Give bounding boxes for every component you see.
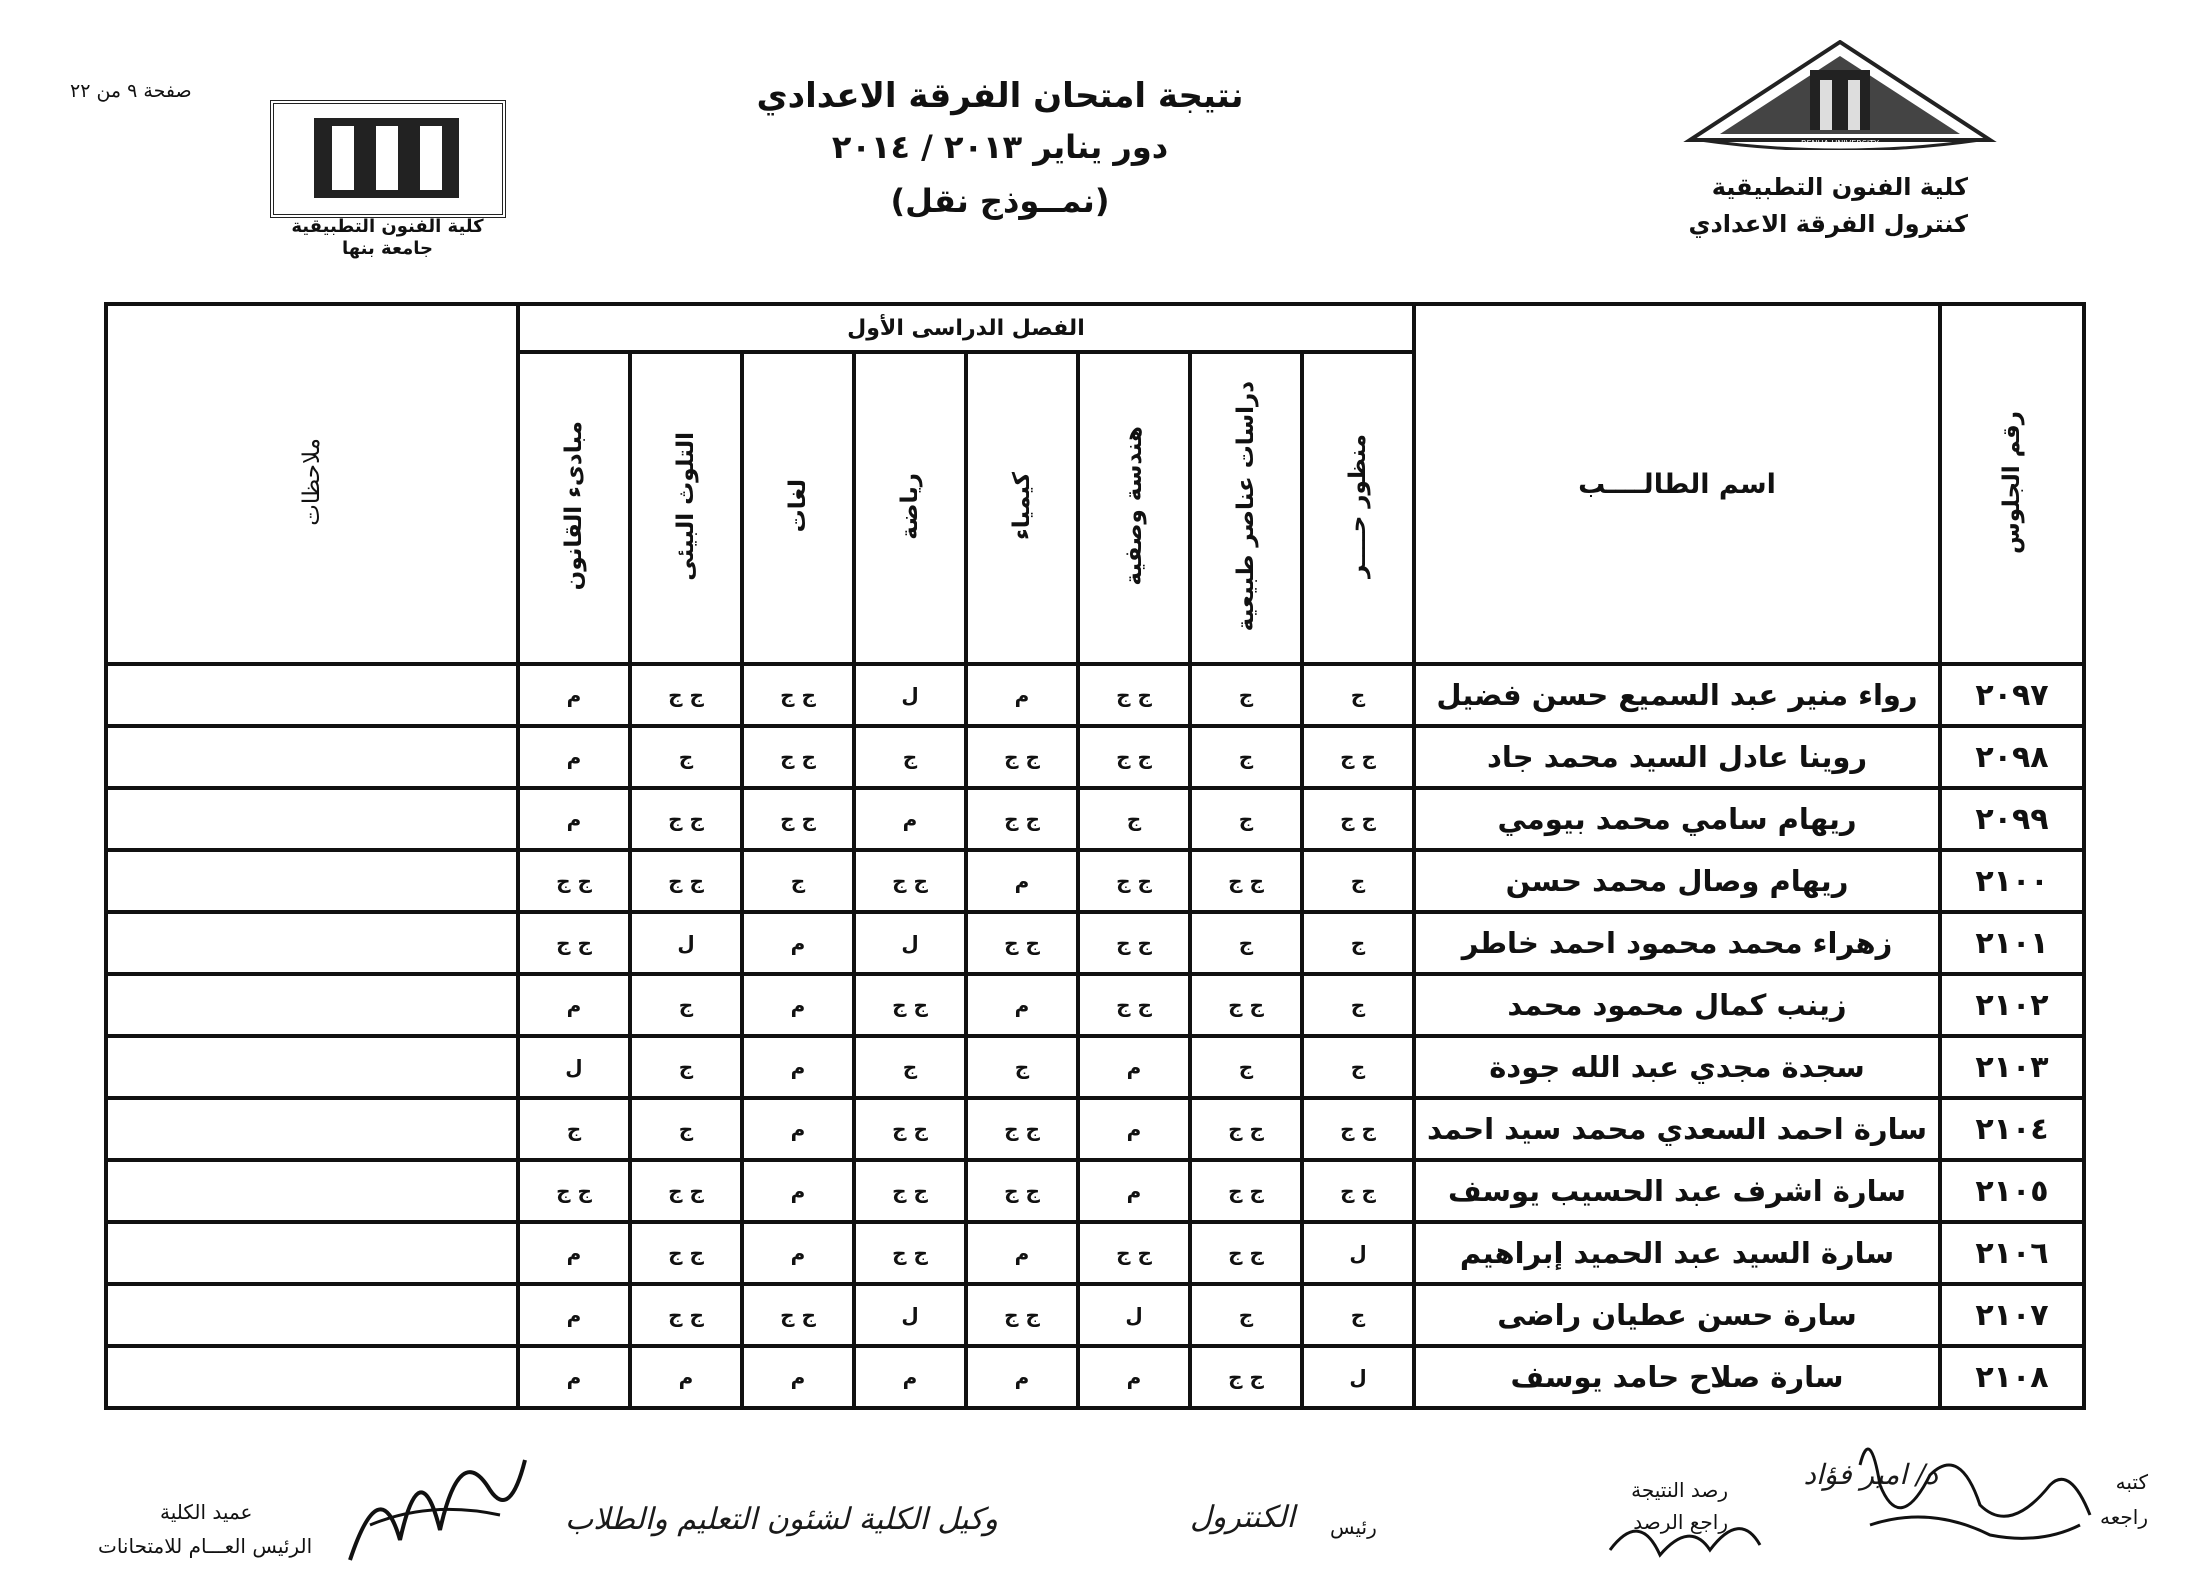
grade-cell: م <box>518 726 630 788</box>
grade-cell: ج ج <box>1078 1222 1190 1284</box>
results-table <box>104 302 2086 1410</box>
seat-number-header: رقم الجلوس <box>1940 304 2084 664</box>
grade-cell: ج <box>1190 1036 1302 1098</box>
grade-cell: ج ج <box>854 850 966 912</box>
notes-cell <box>106 788 518 850</box>
seat-number: ٢١٠٦ <box>1940 1222 2084 1284</box>
seat-number: ٢١٠٥ <box>1940 1160 2084 1222</box>
grade-cell: م <box>854 1346 966 1408</box>
reviewer-signature-icon <box>1600 1500 1770 1570</box>
grade-cell: ج ج <box>966 1160 1078 1222</box>
grade-cell: م <box>966 1222 1078 1284</box>
handwritten-vice-dean: وكيل الكلية لشئون التعليم والطلاب <box>565 1502 998 1537</box>
table-row <box>106 788 2084 850</box>
grade-cell: ج <box>966 1036 1078 1098</box>
table-row <box>106 664 2084 726</box>
grade-cell: م <box>966 974 1078 1036</box>
grade-cell: م <box>966 664 1078 726</box>
grade-cell: ج <box>1190 912 1302 974</box>
grade-cell: ج ج <box>1078 726 1190 788</box>
logo-caption-university: جامعة بنها <box>342 238 433 259</box>
grade-cell: ج ج <box>1190 1098 1302 1160</box>
notes-cell <box>106 974 518 1036</box>
notes-cell <box>106 850 518 912</box>
notes-cell <box>106 1036 518 1098</box>
grade-cell: ل <box>1302 1346 1414 1408</box>
handwritten-recorder: د/ امير فؤاد <box>1803 1458 1938 1491</box>
grade-cell: ج ج <box>630 664 742 726</box>
table-row <box>106 1160 2084 1222</box>
table-row <box>106 726 2084 788</box>
grade-cell: م <box>1078 1346 1190 1408</box>
grade-cell: ج <box>518 1098 630 1160</box>
grade-cell: ج ج <box>742 788 854 850</box>
subject-header: دراسات عناصر طبيعية <box>1190 352 1302 664</box>
grade-cell: ج ج <box>1190 974 1302 1036</box>
recording-reviewed-label: راجع الرصد <box>1633 1510 1728 1534</box>
student-name: سارة حسن عطيان راضى <box>1414 1284 1940 1346</box>
notes-cell <box>106 664 518 726</box>
subject-header: التلوث البيئى <box>630 352 742 664</box>
grade-cell: ج ج <box>630 1160 742 1222</box>
student-name: زينب كمال محمود محمد <box>1414 974 1940 1036</box>
form-type: (نمــوذج نقل) <box>890 182 1110 220</box>
grade-cell: ج <box>1302 850 1414 912</box>
student-name: سارة احمد السعدي محمد سيد احمد <box>1414 1098 1940 1160</box>
grade-cell: ج <box>854 1036 966 1098</box>
subject-header: كيمياء <box>966 352 1078 664</box>
grade-cell: ج ج <box>630 1284 742 1346</box>
grade-cell: م <box>742 1160 854 1222</box>
grade-cell: ج ج <box>966 1284 1078 1346</box>
grade-cell: ج ج <box>966 1098 1078 1160</box>
grade-cell: ج ج <box>630 850 742 912</box>
grade-cell: م <box>630 1346 742 1408</box>
exam-session: دور يناير ٢٠١٣ / ٢٠١٤ <box>831 128 1169 166</box>
grade-cell: ل <box>1302 1222 1414 1284</box>
grade-cell: ج ج <box>854 1222 966 1284</box>
grade-cell: ج ج <box>518 850 630 912</box>
written-by-label: كتبه <box>2115 1470 2148 1494</box>
student-name: سجدة مجدي عبد الله جودة <box>1414 1036 1940 1098</box>
grade-cell: ج ج <box>966 912 1078 974</box>
notes-cell <box>106 1346 518 1408</box>
grade-cell: ل <box>630 912 742 974</box>
notes-cell <box>106 726 518 788</box>
dean-signature-icon <box>340 1430 530 1570</box>
grade-cell: م <box>742 912 854 974</box>
logo-caption-faculty: كلية الفنون التطبيقية <box>291 216 484 237</box>
notes-header: ملاحظات <box>106 304 518 664</box>
seat-number: ٢١٠٠ <box>1940 850 2084 912</box>
grade-cell: م <box>1078 1098 1190 1160</box>
grade-cell: ج ج <box>1190 1346 1302 1408</box>
grade-cell: م <box>966 1346 1078 1408</box>
notes-cell <box>106 912 518 974</box>
grade-cell: ج <box>1078 788 1190 850</box>
seat-number: ٢١٠٤ <box>1940 1098 2084 1160</box>
seat-number: ٢٠٩٩ <box>1940 788 2084 850</box>
grade-cell: ج ج <box>1302 1160 1414 1222</box>
notes-cell <box>106 1160 518 1222</box>
writer-signature-icon <box>1840 1425 2100 1555</box>
grade-cell: م <box>966 850 1078 912</box>
notes-cell <box>106 1222 518 1284</box>
semester-header: الفصل الدراسى الأول <box>518 304 1414 352</box>
table-row <box>106 974 2084 1036</box>
grade-cell: ج ج <box>1302 726 1414 788</box>
subject-header: لغات <box>742 352 854 664</box>
grade-cell: ج <box>630 974 742 1036</box>
grade-cell: ج ج <box>1078 664 1190 726</box>
grade-cell: م <box>742 1346 854 1408</box>
table-row <box>106 1098 2084 1160</box>
table-row <box>106 1222 2084 1284</box>
grade-cell: ج <box>742 850 854 912</box>
grade-cell: ج <box>1190 788 1302 850</box>
subject-header: منظور حــــر <box>1302 352 1414 664</box>
grade-cell: ج ج <box>518 1160 630 1222</box>
grade-cell: ج ج <box>1190 1222 1302 1284</box>
grade-cell: ج ج <box>1190 1160 1302 1222</box>
result-recorded-label: رصد النتيجة <box>1631 1478 1728 1502</box>
table-row <box>106 1284 2084 1346</box>
grade-cell: ج <box>630 1036 742 1098</box>
general-head-label: الرئيس العـــام للامتحانات <box>98 1534 313 1558</box>
grade-cell: م <box>1078 1160 1190 1222</box>
document-title: نتيجة امتحان الفرقة الاعدادي <box>756 76 1244 116</box>
notes-cell <box>106 1284 518 1346</box>
seat-number: ٢١٠٢ <box>1940 974 2084 1036</box>
faculty-name: كلية الفنون التطبيقية <box>1711 173 1968 201</box>
grade-cell: م <box>854 788 966 850</box>
grade-cell: ل <box>1078 1284 1190 1346</box>
student-name: زهراء محمد محمود احمد خاطر <box>1414 912 1940 974</box>
notes-cell <box>106 1098 518 1160</box>
grade-cell: م <box>518 788 630 850</box>
grade-cell: ج <box>1190 664 1302 726</box>
grade-cell: ج ج <box>742 726 854 788</box>
seat-number: ٢١٠٣ <box>1940 1036 2084 1098</box>
grade-cell: ج ج <box>742 1284 854 1346</box>
dean-label: عميد الكلية <box>160 1500 253 1524</box>
grade-cell: ج ج <box>630 1222 742 1284</box>
grade-cell: ج ج <box>1078 912 1190 974</box>
grade-cell: ج <box>1190 726 1302 788</box>
student-name-header: اسم الطالــــب <box>1414 304 1940 664</box>
subject-header: مبادىء القانون <box>518 352 630 664</box>
subject-header: رياضة <box>854 352 966 664</box>
table-row <box>106 1346 2084 1408</box>
grade-cell: م <box>518 664 630 726</box>
student-name: سارة السيد عبد الحميد إبراهيم <box>1414 1222 1940 1284</box>
grade-cell: ل <box>854 912 966 974</box>
table-row <box>106 912 2084 974</box>
grade-cell: ج ج <box>854 1098 966 1160</box>
grade-cell: ج <box>1302 912 1414 974</box>
university-emblem-icon <box>1680 40 2000 150</box>
grade-cell: ج ج <box>1302 788 1414 850</box>
faculty-logo-icon <box>270 100 506 218</box>
control-head-label: رئيس <box>1330 1515 1377 1539</box>
grade-cell: ج ج <box>854 1160 966 1222</box>
table-row <box>106 850 2084 912</box>
seat-number: ٢١٠١ <box>1940 912 2084 974</box>
grade-cell: ل <box>854 664 966 726</box>
grade-cell: ج ج <box>1190 850 1302 912</box>
student-name: ريهام سامي محمد بيومي <box>1414 788 1940 850</box>
page-number: صفحة ٩ من ٢٢ <box>70 80 192 102</box>
student-name: ريهام وصال محمد حسن <box>1414 850 1940 912</box>
grade-cell: م <box>742 1036 854 1098</box>
grade-cell: ج <box>1302 1036 1414 1098</box>
student-name: رواء منير عبد السميع حسن فضيل <box>1414 664 1940 726</box>
grade-cell: ج ج <box>966 726 1078 788</box>
grade-cell: م <box>742 974 854 1036</box>
grade-cell: ج <box>854 726 966 788</box>
grade-cell: ج ج <box>966 788 1078 850</box>
grade-cell: م <box>1078 1036 1190 1098</box>
handwritten-control: الكنترول <box>1190 1500 1295 1535</box>
grade-cell: ج <box>1190 1284 1302 1346</box>
grade-cell: ج <box>1302 664 1414 726</box>
grade-cell: م <box>518 1284 630 1346</box>
grade-cell: ج ج <box>1078 974 1190 1036</box>
grade-cell: ج ج <box>1078 850 1190 912</box>
emblem-text: BENHA UNIVERSITY <box>1800 139 1880 148</box>
grade-cell: ج ج <box>742 664 854 726</box>
seat-number: ٢١٠٨ <box>1940 1346 2084 1408</box>
table-row <box>106 1036 2084 1098</box>
grade-cell: ج <box>630 726 742 788</box>
grade-cell: ج ج <box>518 912 630 974</box>
grade-cell: ج <box>1302 974 1414 1036</box>
grade-cell: م <box>742 1098 854 1160</box>
student-name: سارة صلاح حامد يوسف <box>1414 1346 1940 1408</box>
logo-caption <box>270 216 505 260</box>
grade-cell: م <box>518 974 630 1036</box>
grade-cell: ج <box>1302 1284 1414 1346</box>
grade-cell: م <box>518 1222 630 1284</box>
grade-cell: م <box>518 1346 630 1408</box>
grade-cell: ج ج <box>1302 1098 1414 1160</box>
seat-number: ٢٠٩٨ <box>1940 726 2084 788</box>
control-name: كنترول الفرقة الاعدادي <box>1688 210 1968 238</box>
subject-header: هندسة وصفية <box>1078 352 1190 664</box>
seat-number: ٢٠٩٧ <box>1940 664 2084 726</box>
reviewed-by-label: راجعه <box>2100 1505 2148 1529</box>
grade-cell: م <box>742 1222 854 1284</box>
grade-cell: ل <box>854 1284 966 1346</box>
grade-cell: ج ج <box>854 974 966 1036</box>
grade-cell: ل <box>518 1036 630 1098</box>
grade-cell: ج ج <box>630 788 742 850</box>
grade-cell: ج <box>630 1098 742 1160</box>
student-name: سارة اشرف عبد الحسيب يوسف <box>1414 1160 1940 1222</box>
seat-number: ٢١٠٧ <box>1940 1284 2084 1346</box>
student-name: روينا عادل السيد محمد جاد <box>1414 726 1940 788</box>
